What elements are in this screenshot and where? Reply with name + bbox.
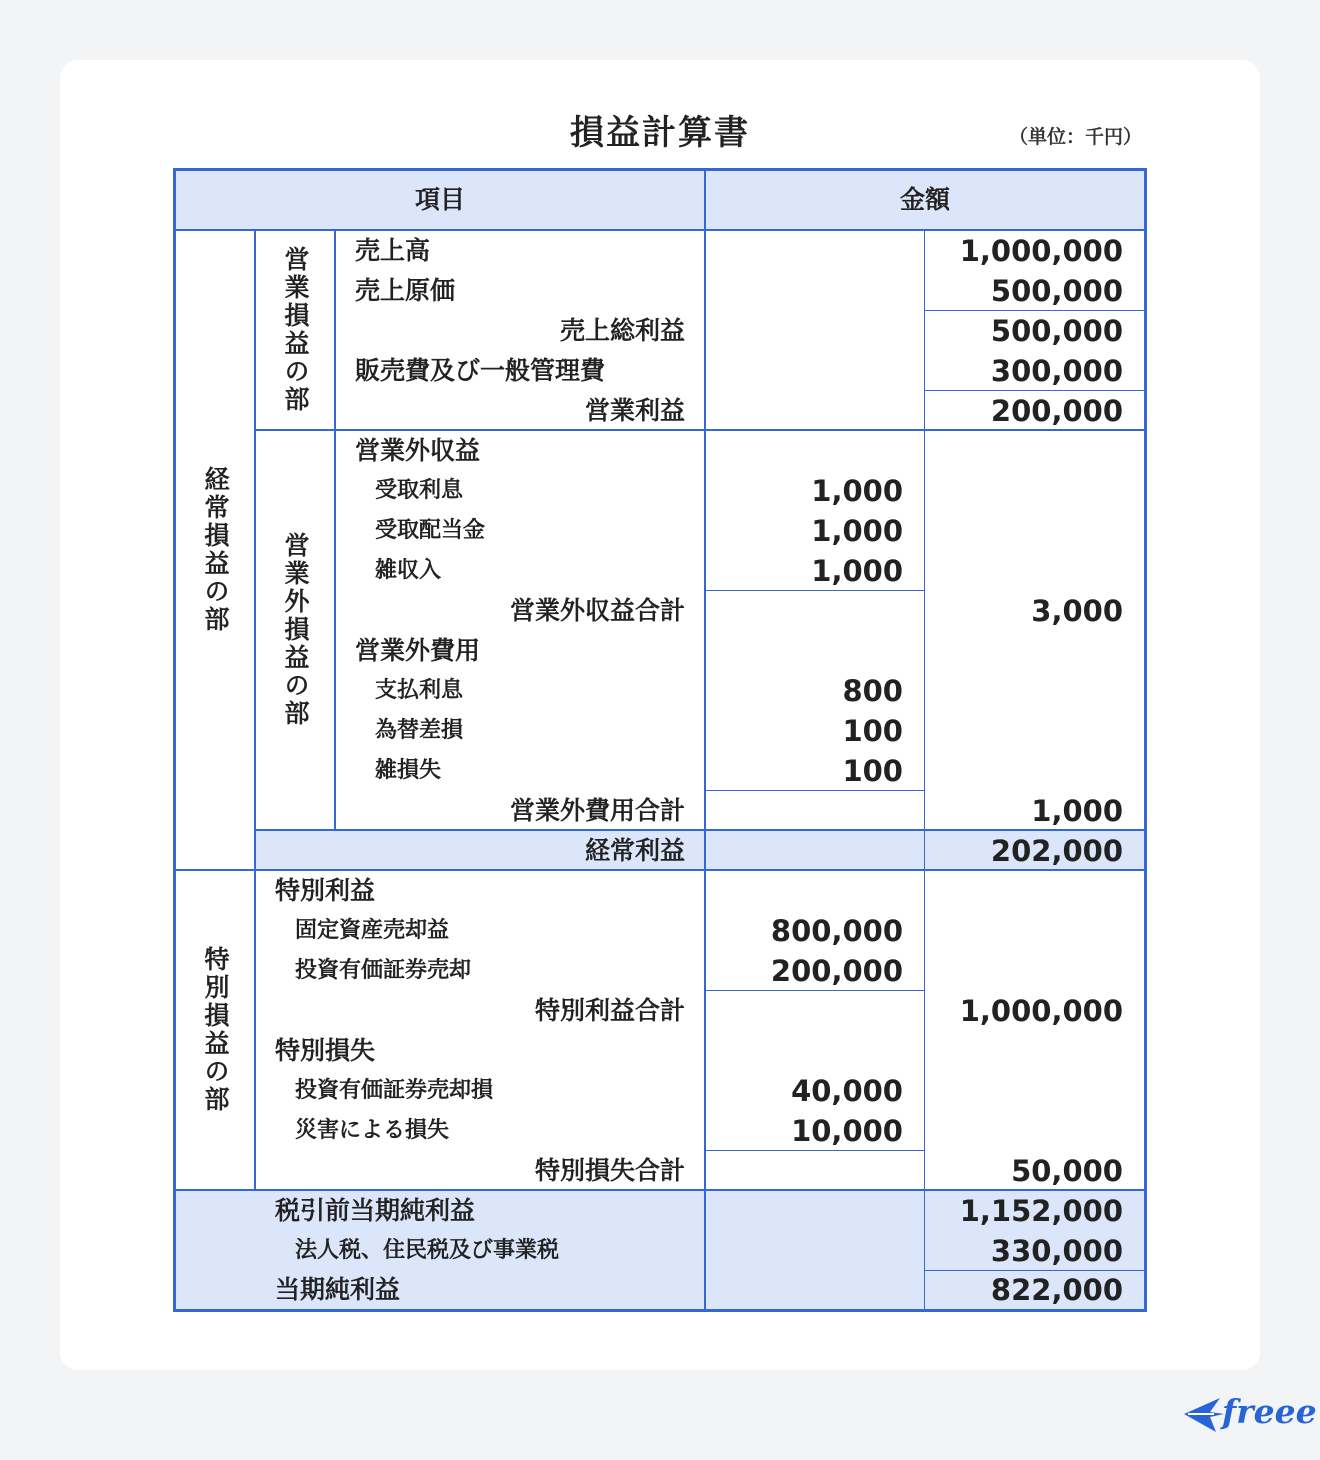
- nonop-expense-total-value: 1,000: [1031, 794, 1123, 828]
- nonop-expense-heading: 営業外費用: [355, 636, 481, 665]
- pretax-value: 1,152,000: [959, 1194, 1123, 1228]
- sales-value: 1,000,000: [959, 234, 1123, 268]
- net-income-label: 当期純利益: [275, 1275, 401, 1304]
- gain-total-value: 1,000,000: [959, 994, 1123, 1028]
- list-item: 災害による損失: [295, 1118, 450, 1143]
- list-item-value: 1,000: [811, 554, 903, 588]
- list-item: 受取利息: [375, 478, 464, 503]
- list-item: 受取配当金: [375, 518, 486, 543]
- header-item: 項目: [414, 185, 465, 214]
- list-item-value: 1,000: [811, 514, 903, 548]
- list-item-value: 800,000: [770, 914, 903, 948]
- page-title: 損益計算書: [570, 113, 750, 153]
- list-item-value: 800: [842, 674, 903, 708]
- list-item: 雑収入: [375, 558, 442, 583]
- list-item: 雑損失: [375, 758, 442, 783]
- gain-heading: 特別利益: [275, 876, 376, 905]
- list-item: 為替差損: [375, 718, 464, 743]
- loss-total-value: 50,000: [1011, 1154, 1123, 1188]
- list-item-value: 10,000: [791, 1114, 903, 1148]
- sga-value: 300,000: [990, 354, 1123, 388]
- section-extraordinary-label: 特別損益の部: [201, 946, 230, 1114]
- header-amount: 金額: [899, 185, 950, 214]
- border-right: [1144, 168, 1147, 1312]
- section-extraordinary: [175, 870, 255, 1190]
- list-item-value: 100: [842, 754, 903, 788]
- freee-logo: freee: [1222, 1392, 1317, 1431]
- ordinary-income-value: 202,000: [990, 834, 1123, 868]
- net-income-value: 822,000: [990, 1273, 1123, 1307]
- list-item-value: 200,000: [770, 954, 903, 988]
- nonop-expense-total-label: 営業外費用合計: [509, 796, 685, 825]
- tax-label: 法人税、住民税及び事業税: [295, 1238, 560, 1263]
- section-ordinary-label: 経常損益の部: [201, 466, 230, 634]
- pretax-label: 税引前当期純利益: [275, 1196, 476, 1225]
- list-item-value: 100: [842, 714, 903, 748]
- list-item-value: 1,000: [811, 474, 903, 508]
- section-ordinary: [175, 230, 255, 870]
- ordinary-income-label: 経常利益: [584, 836, 685, 865]
- section-non-operating-label: 営業外損益の部: [281, 532, 310, 728]
- tax-value: 330,000: [990, 1234, 1123, 1268]
- nonop-income-heading: 営業外収益: [355, 436, 481, 465]
- gross-profit-value: 500,000: [990, 314, 1123, 348]
- loss-total-label: 特別損失合計: [534, 1156, 685, 1185]
- gain-total-label: 特別利益合計: [534, 996, 685, 1025]
- loss-heading: 特別損失: [275, 1036, 376, 1065]
- cogs-value: 500,000: [990, 274, 1123, 308]
- sales-label: 売上高: [355, 236, 431, 265]
- list-item-value: 40,000: [791, 1074, 903, 1108]
- list-item: 投資有価証券売却損: [295, 1078, 494, 1103]
- nonop-income-total-value: 3,000: [1031, 594, 1123, 628]
- section-operating: [255, 230, 335, 430]
- section-non-operating: [255, 430, 335, 830]
- section-operating-label: 営業損益の部: [281, 246, 310, 414]
- operating-income-label: 営業利益: [584, 396, 685, 425]
- gross-profit-label: 売上総利益: [559, 316, 685, 345]
- list-item: 固定資産売却益: [295, 918, 450, 943]
- list-item: 支払利息: [375, 678, 464, 703]
- unit-label: （単位：千円）: [1008, 126, 1142, 148]
- sga-label: 販売費及び一般管理費: [355, 356, 606, 385]
- nonop-income-total-label: 営業外収益合計: [509, 596, 685, 625]
- operating-income-value: 200,000: [990, 394, 1123, 428]
- list-item: 投資有価証券売却: [295, 958, 472, 983]
- cogs-label: 売上原価: [355, 276, 456, 305]
